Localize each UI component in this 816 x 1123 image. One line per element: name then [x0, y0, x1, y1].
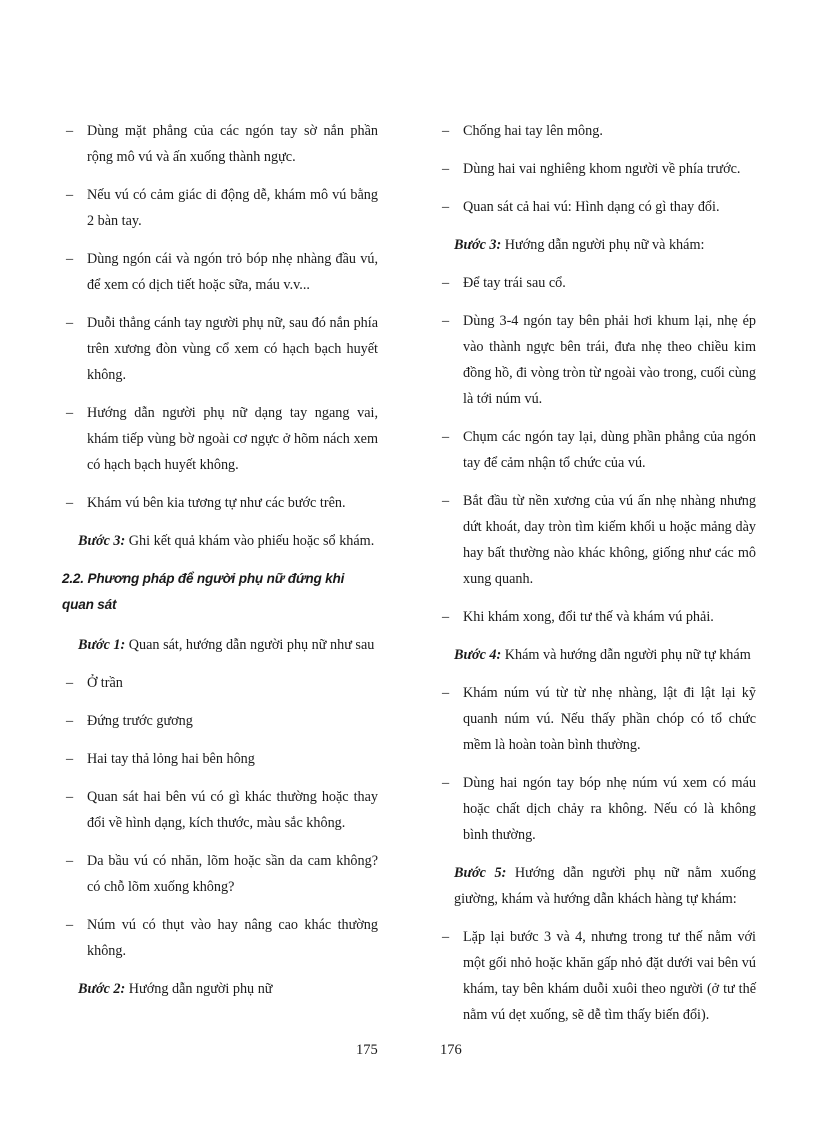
bullet-dash: –	[66, 675, 74, 691]
bullet-dash: –	[442, 775, 450, 791]
step-text: Khám và hướng dẫn người phụ nữ tự khám	[501, 647, 751, 663]
list-item	[62, 912, 378, 964]
list-item-text: Quan sát hai bên vú có gì khác thường hoặc thay đổi về hình dạng, kích thước, màu sắc không.	[87, 789, 378, 831]
list-item-text: Khám núm vú từ từ nhẹ nhàng, lật đi lật lại kỹ quanh núm vú. Nếu thấy phần chóp có tổ chức mềm là hoàn toàn bình thường.	[463, 685, 756, 753]
list-item	[62, 708, 378, 734]
step-paragraph	[438, 232, 756, 258]
list-item-text: Ở trần	[87, 675, 123, 691]
bullet-dash: –	[442, 929, 450, 945]
list-item-text: Núm vú có thụt vào hay nâng cao khác thường không.	[87, 917, 378, 959]
bullet-dash: –	[442, 199, 450, 215]
bullet-dash: –	[66, 315, 74, 331]
list-item-text: Khám vú bên kia tương tự như các bước trên.	[87, 495, 346, 511]
list-item	[438, 680, 756, 758]
bullet-dash: –	[442, 275, 450, 291]
list-item	[438, 270, 756, 296]
list-item	[62, 182, 378, 234]
step-text: Hướng dẫn người phụ nữ và khám:	[501, 237, 705, 253]
list-item-text: Bắt đầu từ nền xương của vú ấn nhẹ nhàng nhưng dứt khoát, day tròn tìm kiếm khối u hoặc mảng dày hay bất thường nào khác không, giống như các mô xung quanh.	[463, 493, 756, 587]
list-item-text: Dùng mặt phẳng của các ngón tay sờ nắn phần rộng mô vú và ấn xuống thành ngực.	[87, 123, 378, 165]
bullet-dash: –	[66, 713, 74, 729]
list-item-text: Lặp lại bước 3 và 4, nhưng trong tư thế nằm với một gối nhỏ hoặc khăn gấp nhỏ đặt dưới vai bên vú khám, tay bên khám duỗi xuôi theo người (ở tư thế nằm vú dẹt xuống, sẽ dễ tìm thấy biến đổi).	[463, 929, 756, 1023]
list-item	[62, 784, 378, 836]
list-item	[62, 118, 378, 170]
list-item-text: Chống hai tay lên mông.	[463, 123, 603, 139]
step-text: Hướng dẫn người phụ nữ	[125, 981, 273, 997]
list-item	[438, 156, 756, 182]
step-label: Bước 1:	[78, 637, 126, 653]
bullet-dash: –	[66, 789, 74, 805]
list-item-text: Dùng hai ngón tay bóp nhẹ núm vú xem có máu hoặc chất dịch chảy ra không. Nếu có là không bình thường.	[463, 775, 756, 843]
right-page-column	[438, 118, 756, 1040]
step-paragraph	[438, 860, 756, 912]
step-label: Bước 2:	[78, 981, 126, 997]
list-item	[62, 246, 378, 298]
list-item	[62, 490, 378, 516]
step-label: Bước 4:	[454, 647, 502, 663]
bullet-dash: –	[66, 853, 74, 869]
list-item	[62, 848, 378, 900]
step-text: Quan sát, hướng dẫn người phụ nữ như sau	[125, 637, 375, 653]
list-item	[62, 670, 378, 696]
list-item-text: Duỗi thẳng cánh tay người phụ nữ, sau đó nắn phía trên xương đòn vùng cổ xem có hạch bạch huyết không.	[87, 315, 378, 383]
list-item-text: Đứng trước gương	[87, 713, 193, 729]
list-item-text: Quan sát cả hai vú: Hình dạng có gì thay đổi.	[463, 199, 720, 215]
bullet-dash: –	[66, 251, 74, 267]
bullet-dash: –	[442, 161, 450, 177]
step-paragraph	[62, 528, 378, 554]
bullet-dash: –	[442, 493, 450, 509]
list-item	[438, 308, 756, 412]
bullet-dash: –	[442, 685, 450, 701]
bullet-dash: –	[442, 609, 450, 625]
step-text: Ghi kết quả khám vào phiếu hoặc sổ khám.	[125, 533, 375, 549]
step-label: Bước 5:	[454, 865, 507, 881]
bullet-dash: –	[66, 123, 74, 139]
bullet-dash: –	[66, 917, 74, 933]
list-item	[438, 924, 756, 1028]
step-paragraph	[62, 632, 378, 658]
page-number: 176	[440, 1042, 462, 1058]
list-item	[438, 424, 756, 476]
list-item	[62, 400, 378, 478]
step-text: Hướng dẫn người phụ nữ nằm xuống giường, khám và hướng dẫn khách hàng tự khám:	[454, 865, 756, 907]
list-item	[438, 118, 756, 144]
bullet-dash: –	[442, 123, 450, 139]
list-item-text: Để tay trái sau cổ.	[463, 275, 566, 291]
bullet-dash: –	[66, 751, 74, 767]
bullet-dash: –	[66, 495, 74, 511]
bullet-dash: –	[442, 313, 450, 329]
list-item	[438, 194, 756, 220]
list-item-text: Dùng 3-4 ngón tay bên phải hơi khum lại, nhẹ ép vào thành ngực bên trái, đưa nhẹ theo chiều kim đồng hồ, đi vòng tròn từ ngoài vào trong, cuối cùng là tới núm vú.	[463, 313, 756, 407]
left-page-column	[62, 118, 378, 1014]
list-item	[62, 746, 378, 772]
list-item-text: Dùng ngón cái và ngón trỏ bóp nhẹ nhàng đầu vú, để xem có dịch tiết hoặc sữa, máu v.v...	[87, 251, 378, 293]
list-item	[62, 310, 378, 388]
step-paragraph	[438, 642, 756, 668]
list-item-text: Nếu vú có cảm giác di động dễ, khám mô vú bằng 2 bàn tay.	[87, 187, 378, 229]
step-label: Bước 3:	[78, 533, 126, 549]
list-item-text: Hai tay thả lỏng hai bên hông	[87, 751, 255, 767]
step-paragraph	[62, 976, 378, 1002]
bullet-dash: –	[66, 187, 74, 203]
list-item-text: Khi khám xong, đổi tư thế và khám vú phải.	[463, 609, 714, 625]
step-label: Bước 3:	[454, 237, 502, 253]
list-item-text: Hướng dẫn người phụ nữ dạng tay ngang vai, khám tiếp vùng bờ ngoài cơ ngực ở hõm nách xem có hạch bạch huyết không.	[87, 405, 378, 473]
page-number: 175	[356, 1042, 378, 1058]
bullet-dash: –	[442, 429, 450, 445]
list-item	[438, 488, 756, 592]
list-item	[438, 604, 756, 630]
list-item-text: Chụm các ngón tay lại, dùng phần phẳng của ngón tay để cảm nhận tổ chức của vú.	[463, 429, 756, 471]
bullet-dash: –	[66, 405, 74, 421]
list-item	[438, 770, 756, 848]
section-heading: 2.2. Phương pháp để người phụ nữ đứng khi quan sát	[62, 571, 345, 612]
list-item-text: Dùng hai vai nghiêng khom người về phía trước.	[463, 161, 741, 177]
list-item-text: Da bầu vú có nhăn, lõm hoặc sần da cam không? có chỗ lõm xuống không?	[87, 853, 378, 895]
